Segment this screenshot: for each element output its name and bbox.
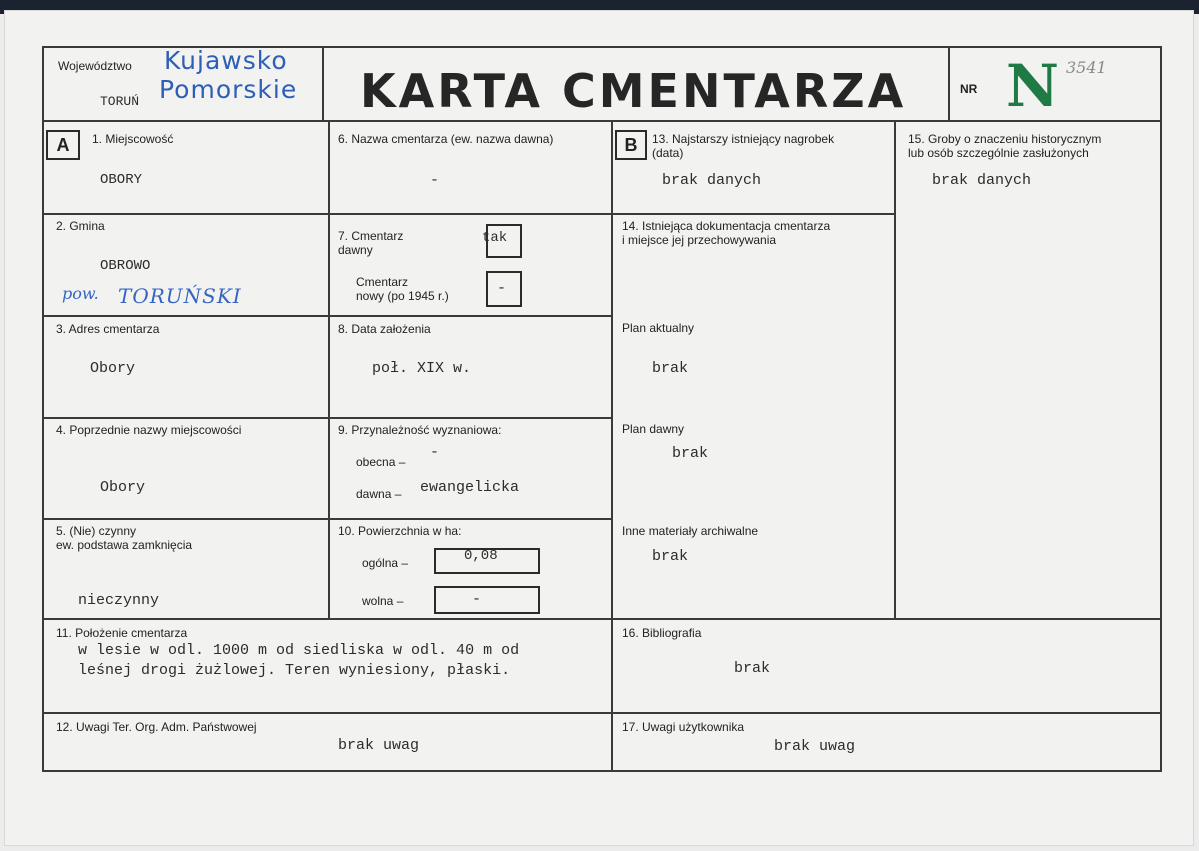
field-6-value: -	[430, 172, 440, 189]
field-3-value: Obory	[90, 360, 136, 377]
form-sheet	[42, 46, 1166, 814]
field-16-value: brak	[734, 660, 771, 677]
field-10-ogolna-label: ogólna –	[362, 556, 409, 570]
field-8-value: poł. XIX w.	[372, 360, 472, 377]
header-divider-1	[322, 46, 324, 120]
row-line-4	[42, 518, 613, 520]
field-1-value: OBORY	[100, 172, 143, 188]
field-12-value: brak uwag	[338, 737, 420, 754]
field-9-label: 9. Przynależność wyznaniowa:	[338, 423, 502, 437]
field-1-label: 1. Miejscowość	[92, 132, 174, 146]
field-5-label: 5. (Nie) czynny ew. podstawa zamknięcia	[56, 524, 193, 552]
field-9-obecna-value: -	[430, 444, 440, 461]
field-2-label: 2. Gmina	[56, 219, 105, 233]
field-3-label: 3. Adres cmentarza	[56, 322, 160, 336]
nr-value: N	[1006, 52, 1060, 120]
field-5-value: nieczynny	[78, 592, 160, 609]
frame-bottom	[42, 770, 1162, 772]
row-line-1	[42, 213, 613, 215]
field-15-value: brak danych	[932, 172, 1032, 189]
inne-materialy-value: brak	[652, 548, 689, 565]
header-bottom	[42, 120, 1162, 122]
field-9-obecna-label: obecna –	[356, 455, 406, 469]
plan-aktualny-value: brak	[652, 360, 689, 377]
field-10-wolna-value: -	[472, 591, 482, 608]
row-line-2	[42, 315, 613, 317]
field-17-value: brak uwag	[774, 738, 856, 755]
col-divider-1	[328, 120, 330, 620]
field-7-dawny-value: tak	[482, 230, 508, 246]
row-line-b1	[611, 213, 896, 215]
field-2-hand-value: TORUŃSKI	[118, 284, 242, 308]
field-4-label: 4. Poprzednie nazwy miejscowości	[56, 423, 242, 437]
plan-aktualny-label: Plan aktualny	[622, 321, 695, 335]
field-8-label: 8. Data założenia	[338, 322, 431, 336]
field-11-value-line2: leśnej drogi żużlowej. Teren wyniesiony, płaski.	[78, 662, 511, 679]
field-7-nowy-label: Cmentarz nowy (po 1945 r.)	[356, 275, 449, 303]
header-divider-2	[948, 46, 950, 120]
field-9-dawna-value: ewangelicka	[420, 479, 520, 496]
field-14-label: 14. Istniejąca dokumentacja cmentarza i miejsce jej przechowywania	[622, 219, 831, 247]
field-17-label: 17. Uwagi użytkownika	[622, 720, 745, 734]
col-divider-3	[894, 120, 896, 620]
field-10-label: 10. Powierzchnia w ha:	[338, 524, 462, 538]
inne-materialy-label: Inne materiały archiwalne	[622, 524, 759, 538]
field-15-label: 15. Groby o znaczeniu historycznym lub osób szczególnie zasłużonych	[908, 132, 1102, 160]
plan-dawny-label: Plan dawny	[622, 422, 685, 436]
field-13-label: 13. Najstarszy istniejący nagrobek (data)	[652, 132, 835, 160]
field-2-value: OBROWO	[100, 258, 151, 274]
frame-right	[1160, 46, 1162, 772]
field-10-ogolna-value: 0,08	[464, 548, 498, 564]
cemetery-card	[4, 10, 1194, 846]
field-4-value: Obory	[100, 479, 146, 496]
field-10-wolna-label: wolna –	[362, 594, 404, 608]
field-12-label: 12. Uwagi Ter. Org. Adm. Państwowej	[56, 720, 257, 734]
wojewodztwo-typed: TORUŃ	[100, 94, 140, 109]
field-11-label: 11. Położenie cmentarza	[56, 626, 188, 640]
section-b-box: B	[615, 130, 647, 160]
frame-left	[42, 46, 44, 772]
field-7-nowy-value: -	[497, 280, 507, 297]
row-line-5	[42, 618, 1162, 620]
wojewodztwo-label: Województwo	[58, 59, 132, 73]
field-16-label: 16. Bibliografia	[622, 626, 702, 640]
plan-dawny-value: brak	[672, 445, 709, 462]
field-2-hand-prefix: pow.	[62, 284, 99, 303]
field-7-dawny-label: 7. Cmentarz dawny	[338, 229, 404, 257]
row-line-6	[42, 712, 1162, 714]
field-6-label: 6. Nazwa cmentarza (ew. nazwa dawna)	[338, 132, 554, 146]
col-divider-2	[611, 120, 613, 772]
wojewodztwo-stamp-line2: Pomorskie	[159, 75, 298, 104]
card-title: KARTA CMENTARZA	[360, 64, 907, 118]
field-13-value: brak danych	[662, 172, 762, 189]
nr-label: NR	[960, 82, 978, 96]
field-9-dawna-label: dawna –	[356, 487, 402, 501]
wojewodztwo-stamp-line1: Kujawsko	[164, 46, 288, 75]
pencil-number: 3541	[1066, 58, 1107, 77]
field-11-value-line1: w lesie w odl. 1000 m od siedliska w odl. 40 m od	[78, 642, 520, 659]
row-line-3	[42, 417, 613, 419]
section-a-box: A	[46, 130, 80, 160]
field-10-wolna-box	[434, 586, 540, 614]
